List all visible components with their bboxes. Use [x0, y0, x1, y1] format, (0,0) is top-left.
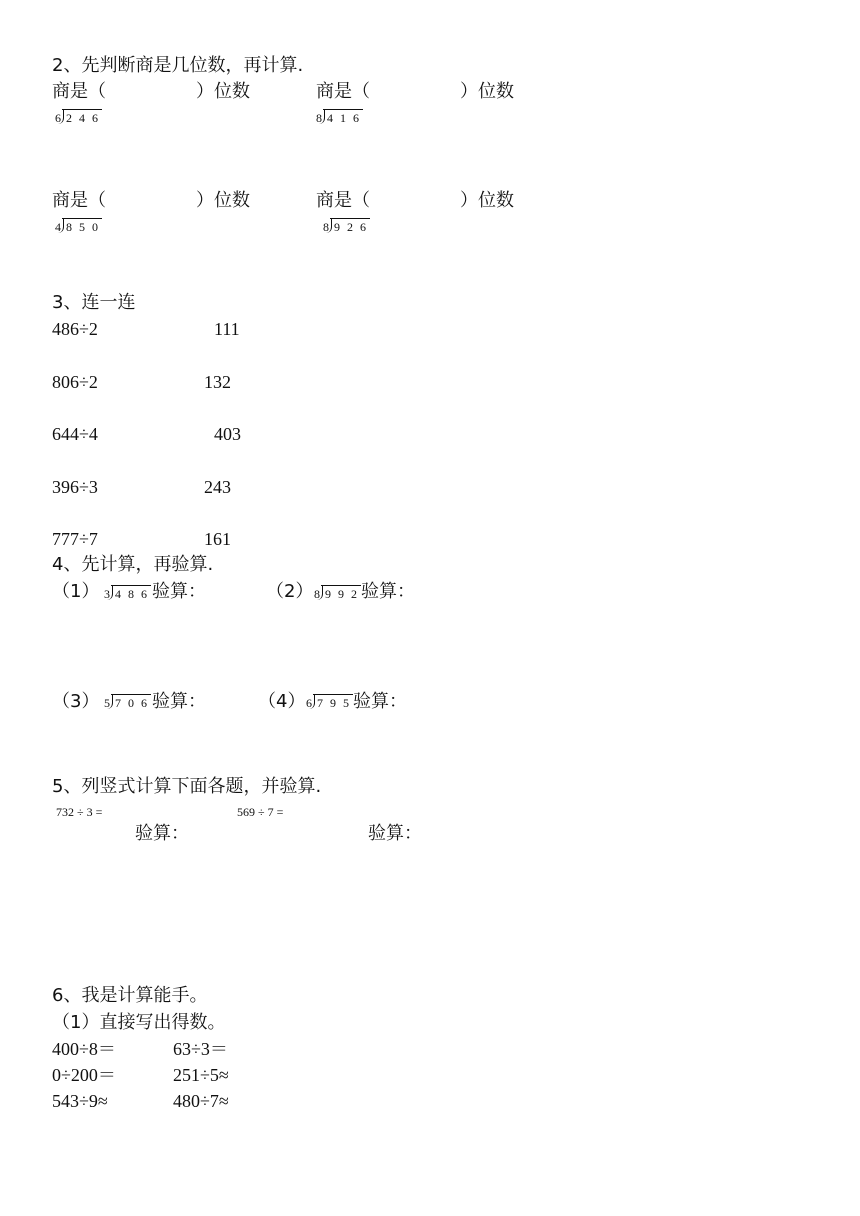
problem-index-2: （2）	[266, 581, 314, 602]
mental-math-2: 63÷3＝	[173, 1039, 228, 1059]
long-division-3	[55, 218, 102, 233]
dividend: 8 5 0	[62, 218, 102, 233]
divisor: 4	[55, 220, 61, 234]
problem-index-1: （1）	[52, 581, 100, 602]
divisor: 6	[55, 111, 61, 125]
long-division-2	[316, 109, 363, 124]
section6-title: 6、我是计算能手。	[52, 985, 208, 1006]
answer-right-2: 132	[204, 372, 231, 392]
mental-math-1: 400÷8＝	[52, 1039, 116, 1059]
quotient-label-3: 商是（ ）位数	[52, 190, 250, 211]
section5-title: 5、列竖式计算下面各题，并验算.	[52, 776, 322, 797]
long-division-1	[55, 109, 102, 124]
answer-right-3: 403	[214, 424, 241, 444]
dividend: 9 9 2	[321, 585, 361, 600]
problem-2: 569 ÷ 7 =	[237, 805, 284, 819]
mental-math-3: 0÷200＝	[52, 1065, 116, 1085]
dividend: 4 8 6	[111, 585, 151, 600]
answer-right-5: 161	[204, 529, 231, 549]
expression-left-4: 396÷3	[52, 477, 98, 497]
check-label-1: 验算：	[152, 581, 206, 602]
expression-left-5: 777÷7	[52, 529, 98, 549]
long-division-4	[323, 218, 370, 233]
answer-right-4: 243	[204, 477, 231, 497]
expression-left-1: 486÷2	[52, 319, 98, 339]
answer-right-1: 111	[214, 319, 240, 339]
quotient-label-1: 商是（ ）位数	[52, 81, 250, 102]
dividend: 7 9 5	[313, 694, 353, 709]
dividend: 9 2 6	[330, 218, 370, 233]
section6-subtitle: （1）直接写出得数。	[52, 1012, 226, 1033]
divisor: 6	[306, 696, 312, 710]
mental-math-5: 543÷9≈	[52, 1091, 108, 1111]
long-division-q1	[104, 585, 151, 600]
dividend: 7 0 6	[111, 694, 151, 709]
check-label-5b: 验算：	[368, 823, 422, 844]
expression-left-3: 644÷4	[52, 424, 98, 444]
section3-title: 3、连一连	[52, 292, 136, 313]
quotient-label-4: 商是（ ）位数	[316, 190, 514, 211]
expression-left-2: 806÷2	[52, 372, 98, 392]
problem-index-4: （4）	[258, 691, 306, 712]
divisor: 8	[314, 587, 320, 601]
long-division-q2	[314, 585, 361, 600]
mental-math-6: 480÷7≈	[173, 1091, 229, 1111]
divisor: 3	[104, 587, 110, 601]
long-division-q4	[306, 694, 353, 709]
problem-1: 732 ÷ 3 =	[56, 805, 103, 819]
check-label-2: 验算：	[361, 581, 415, 602]
dividend: 4 1 6	[323, 109, 363, 124]
divisor: 8	[323, 220, 329, 234]
long-division-q3	[104, 694, 151, 709]
check-label-3: 验算：	[152, 691, 206, 712]
dividend: 2 4 6	[62, 109, 102, 124]
divisor: 8	[316, 111, 322, 125]
section2-title: 2、先判断商是几位数，再计算.	[52, 55, 304, 76]
problem-index-3: （3）	[52, 691, 100, 712]
quotient-label-2: 商是（ ）位数	[316, 81, 514, 102]
divisor: 5	[104, 696, 110, 710]
check-label-5a: 验算：	[135, 823, 189, 844]
check-label-4: 验算：	[353, 691, 407, 712]
section4-title: 4、先计算，再验算.	[52, 554, 214, 575]
mental-math-4: 251÷5≈	[173, 1065, 229, 1085]
